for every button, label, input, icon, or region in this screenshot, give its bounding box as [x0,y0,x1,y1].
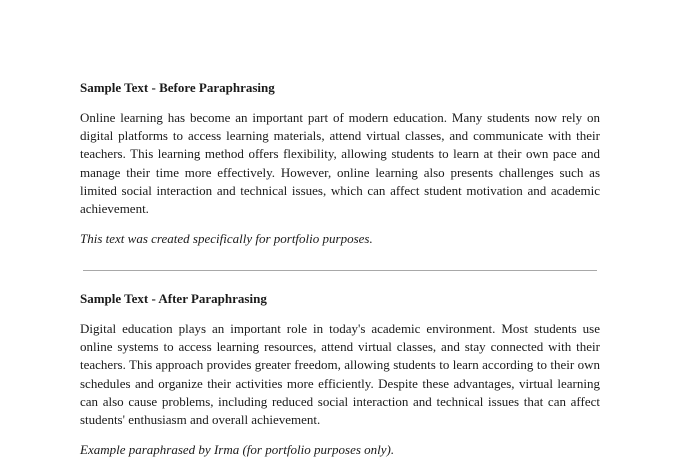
before-heading: Sample Text - Before Paraphrasing [80,80,275,95]
section-divider [83,270,597,271]
before-paragraph: Online learning has become an important part of modern education. Many students now rely on digital platforms to access learning materials, attend virtual classes, and communicate with their teachers. This learning method offers flexibility, allowing students to learn at their own pace and manage their time more effectively. However, online learning also presents challenges such as limited social interaction and technical issues, which can affect student motivation and academic achievement. [80,110,600,217]
after-paragraph: Digital education plays an important role in today's academic environment. Most students use online systems to access learning resources, attend virtual classes, and stay connected with their teachers. This approach provides greater freedom, allowing students to learn according to their own schedules and organize their activities more efficiently. Despite these advantages, virtual learning can also cause problems, including reduced social interaction and technical issues that can affect students' enthusiasm and overall achievement. [80,321,600,428]
before-note: This text was created specifically for portfolio purposes. [80,231,373,246]
after-heading: Sample Text - After Paraphrasing [80,291,267,306]
after-note: Example paraphrased by Irma (for portfolio purposes only). [80,442,395,457]
